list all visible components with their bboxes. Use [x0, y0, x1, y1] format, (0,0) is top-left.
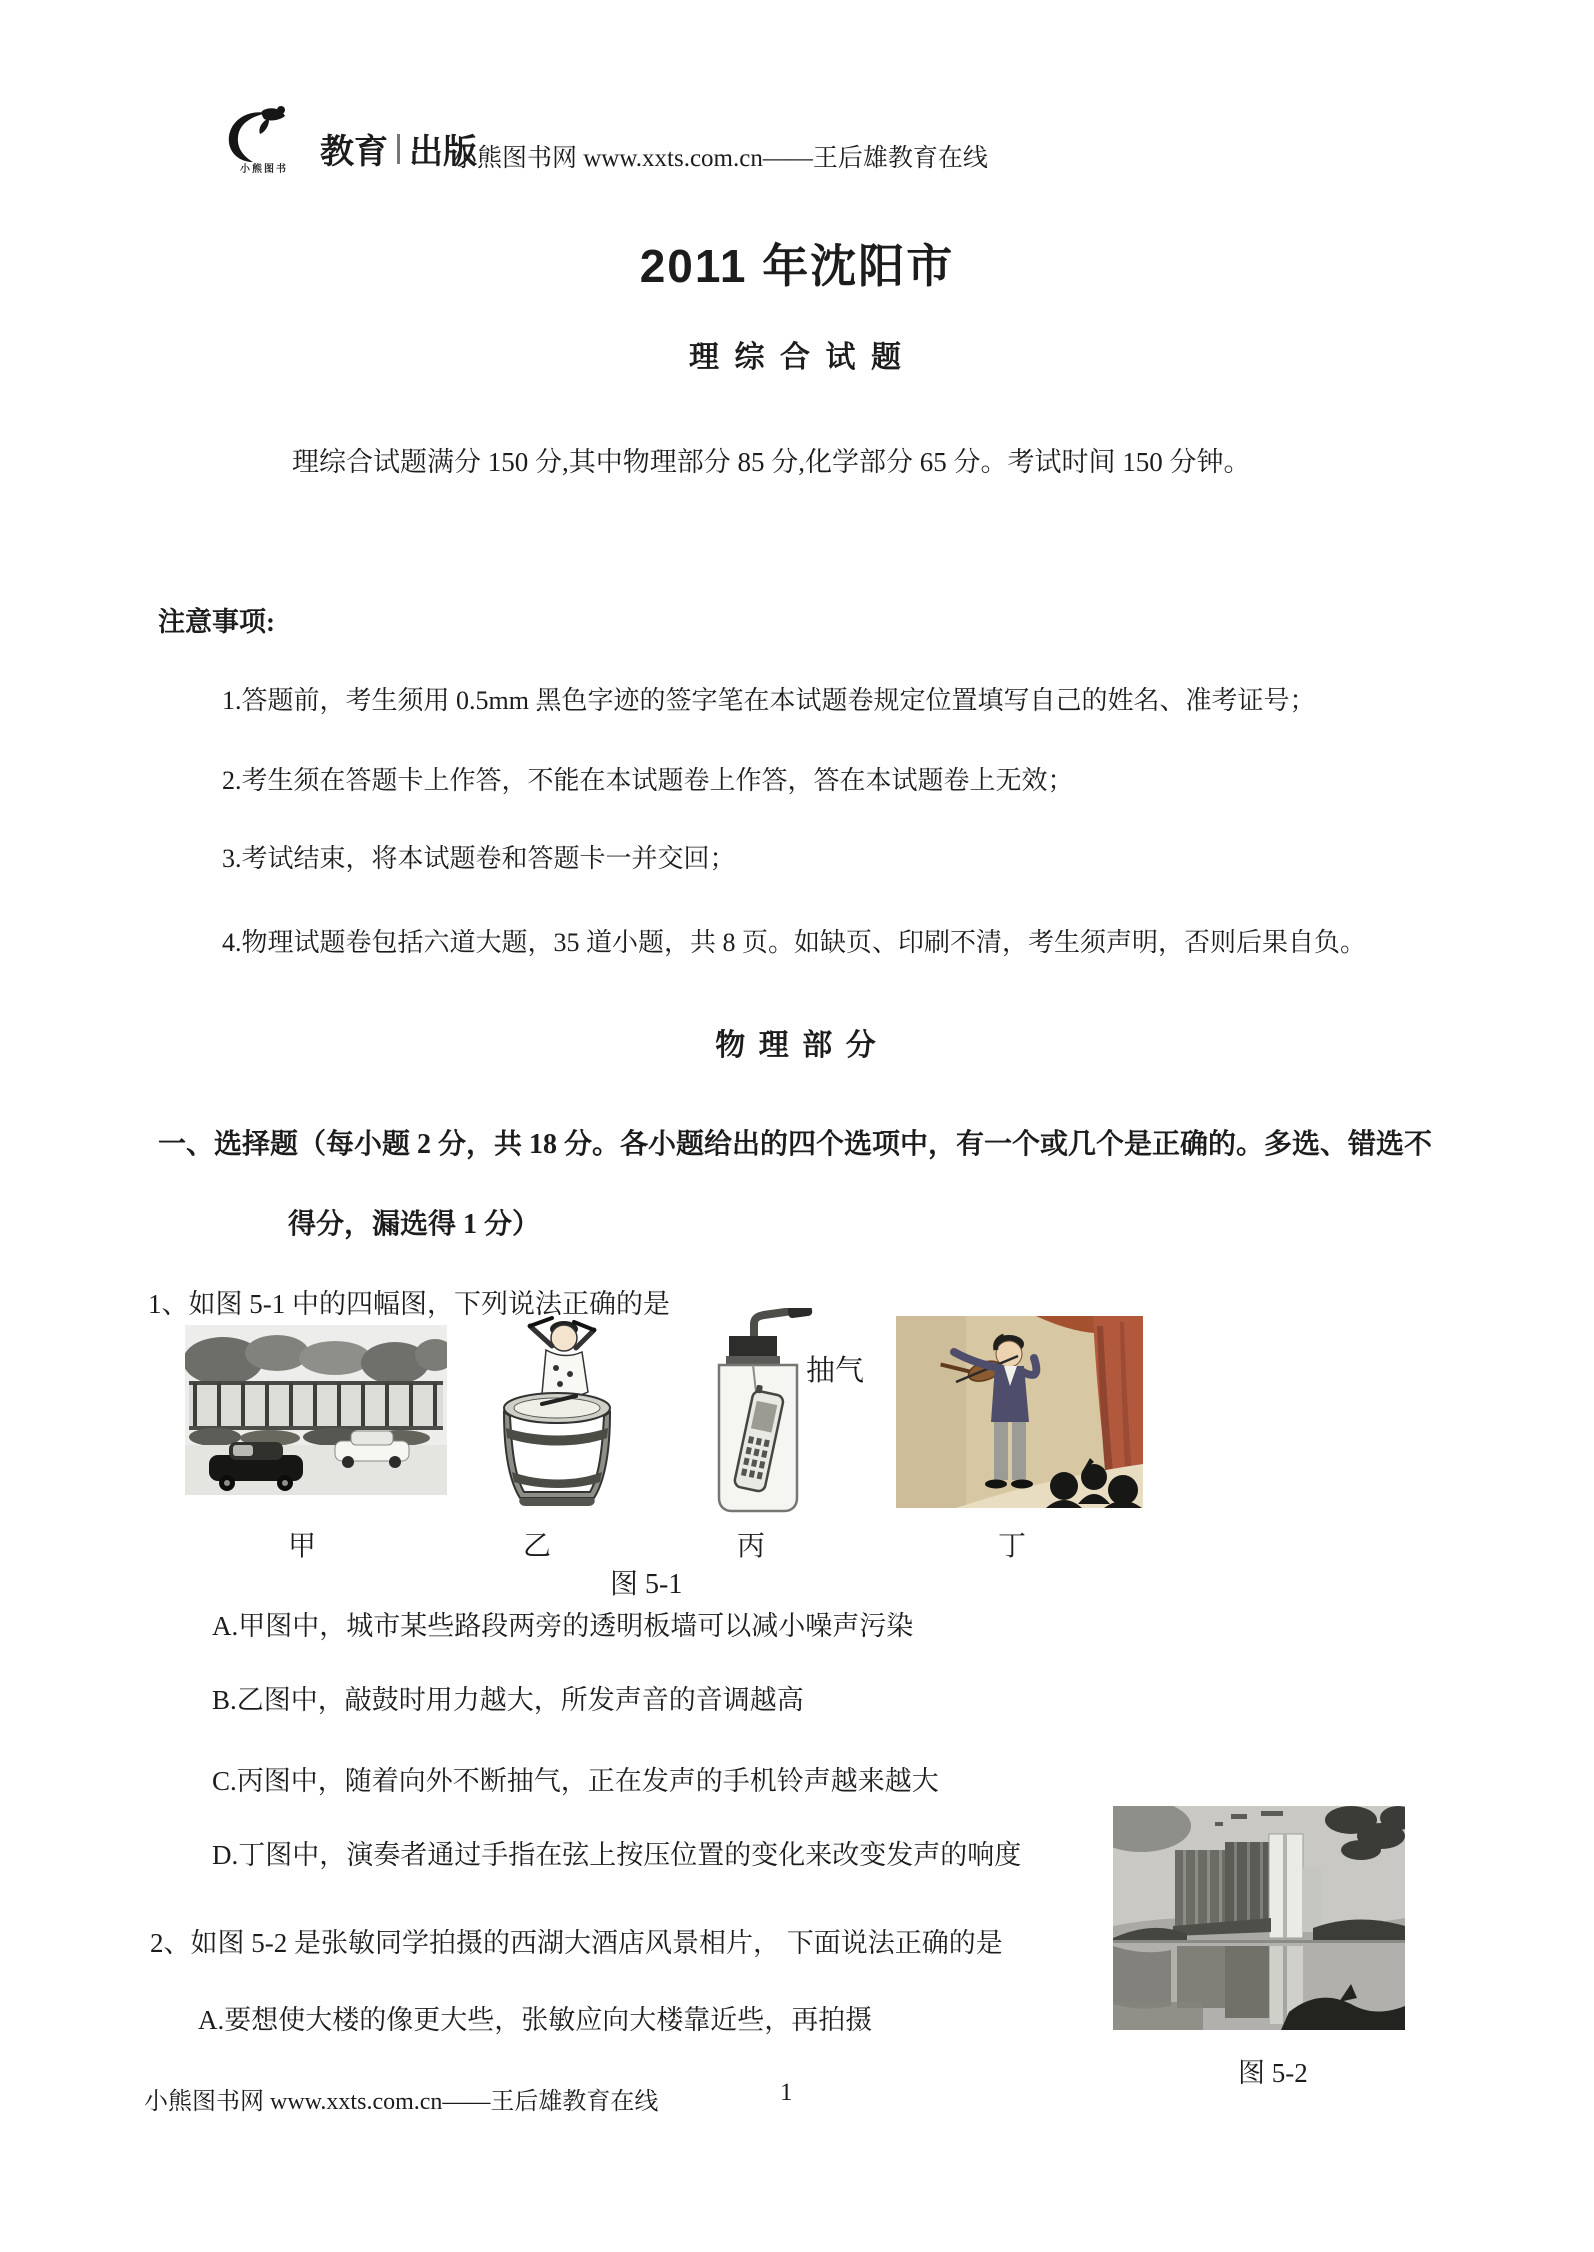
notice-item-3: 3.考试结束，将本试题卷和答题卡一并交回；	[222, 844, 736, 873]
footer-site-line: 小熊图书网 www.xxts.com.cn——王后雄教育在线	[144, 2089, 659, 2115]
intro-paragraph: 理综合试题满分 150 分,其中物理部分 85 分,化学部分 65 分。考试时间 150 分钟。	[292, 447, 1251, 477]
logo-brand-small-label: 小熊图书	[240, 164, 288, 175]
question1-stem: 1、如图 5-1 中的四幅图，下列说法正确的是	[148, 1289, 670, 1319]
question1-option-a: A.甲图中，城市某些路段两旁的透明板墙可以减小噪声污染	[212, 1611, 914, 1641]
physics-section-heading: 物 理 部 分	[715, 1029, 879, 1062]
bear-logo-icon	[222, 106, 302, 164]
question2-stem: 2、如图 5-2 是张敏同学拍摄的西湖大酒店风景相片， 下面说法正确的是	[150, 1928, 1003, 1958]
notice-item-2: 2.考生须在答题卡上作答，不能在本试题卷上作答，答在本试题卷上无效；	[222, 766, 1074, 795]
figure-5-2-hotel-photo	[1113, 1806, 1405, 2030]
figure-label-yi: 乙	[523, 1531, 552, 1562]
logo-text-publish: 出版	[409, 133, 477, 171]
pump-air-label: 抽气	[806, 1355, 865, 1387]
figure-label-ding: 丁	[998, 1531, 1027, 1562]
header-site-line: 小熊图书网 www.xxts.com.cn——王后雄教育在线	[452, 145, 988, 172]
footer-page-number: 1	[780, 2079, 793, 2106]
logo-text-education: 教育	[320, 133, 388, 171]
notice-item-1: 1.答题前，考生须用 0.5mm 黑色字迹的签字笔在本试题卷规定位置填写自己的姓名、准考证号；	[222, 686, 1316, 715]
page-subtitle: 理 综 合 试 题	[689, 341, 905, 374]
figure-label-bing: 丙	[737, 1531, 766, 1562]
logo-divider	[397, 134, 400, 164]
question1-option-d: D.丁图中，演奏者通过手指在弦上按压位置的变化来改变发声的响度	[212, 1840, 1022, 1870]
figure-bing-vacuum-jar	[698, 1308, 816, 1518]
figure-jia-noise-barrier-photo	[185, 1325, 447, 1495]
part-one-heading-line1: 一、选择题（每小题 2 分，共 18 分。各小题给出的四个选项中，有一个或几个是正确的。多选、错选不	[158, 1129, 1433, 1160]
figure-label-jia: 甲	[288, 1531, 317, 1562]
page-title: 2011 年沈阳市	[639, 240, 955, 292]
figure-5-2-caption: 图 5-2	[1238, 2058, 1308, 2088]
notice-heading: 注意事项:	[158, 607, 275, 637]
question1-option-b: B.乙图中，敲鼓时用力越大，所发声音的音调越高	[212, 1685, 804, 1715]
figure-5-1-caption: 图 5-1	[610, 1569, 683, 1600]
question2-option-a: A.要想使大楼的像更大些，张敏应向大楼靠近些，再拍摄	[198, 2005, 873, 2035]
figure-yi-drummer-cartoon	[490, 1316, 627, 1510]
figure-ding-violinist-scene	[896, 1316, 1143, 1508]
question1-option-c: C.丙图中，随着向外不断抽气，正在发声的手机铃声越来越大	[212, 1766, 939, 1796]
part-one-heading-line2: 得分，漏选得 1 分）	[288, 1209, 541, 1240]
notice-item-4: 4.物理试题卷包括六道大题，35 道小题，共 8 页。如缺页、印刷不清，考生须声明，否则后果自负。	[222, 928, 1367, 957]
